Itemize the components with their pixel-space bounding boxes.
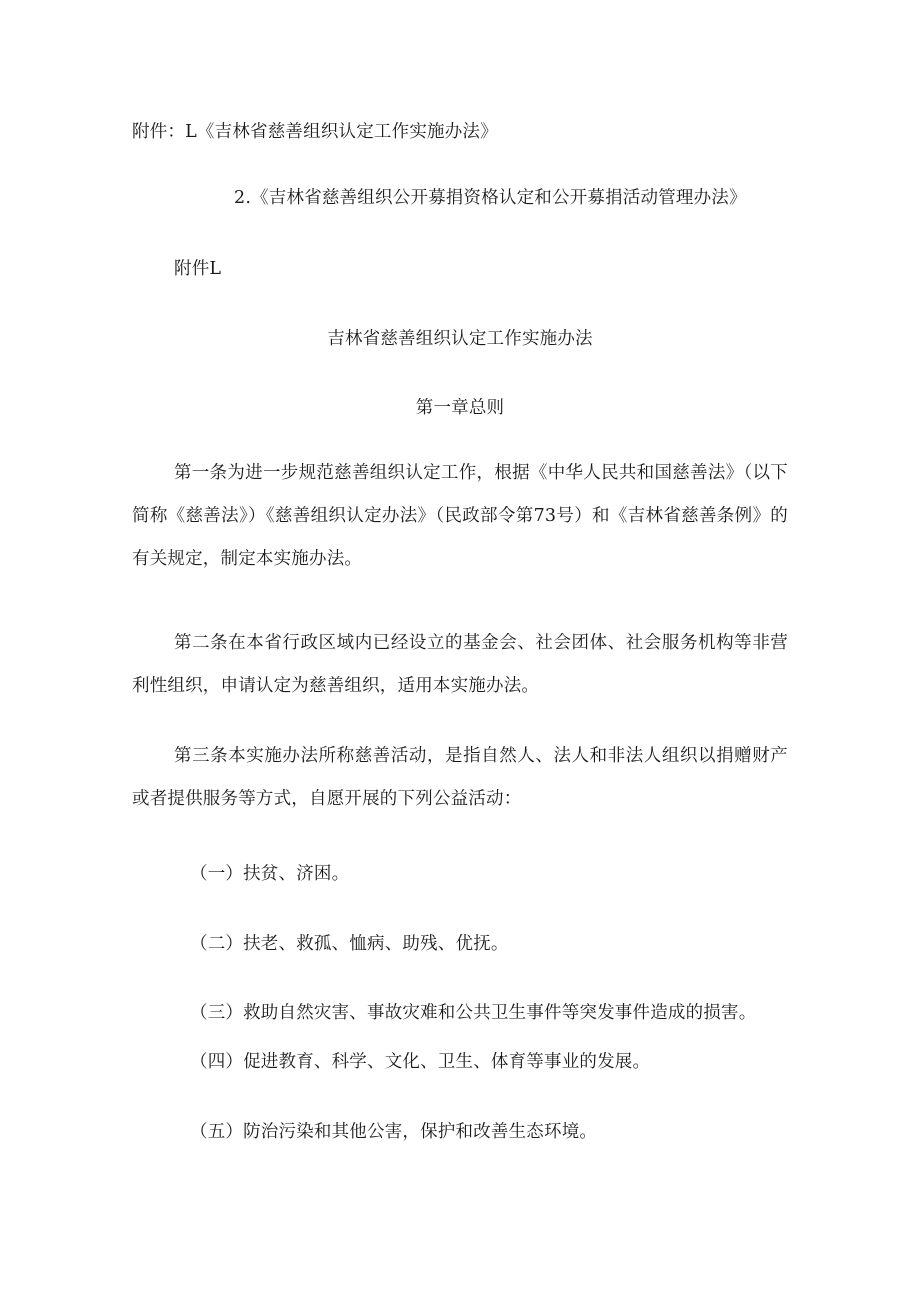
document-title: 吉林省慈善组织认定工作实施办法 (327, 329, 593, 349)
list-item-5: （五）防治污染和其他公害，保护和改善生态环境。 (190, 1122, 598, 1142)
attachment-line-1: 附件：L《吉林省慈善组织认定工作实施办法》 (132, 122, 498, 142)
article-1: 第一条为进一步规范慈善组织认定工作，根据《中华人民共和国慈善法》（以下简称《慈善法》）《慈善组织认定办法》（民政部令第73号）和《吉林省慈善条例》的有关规定，制定本实施办法。 (132, 463, 788, 569)
list-item-1: （一）扶贫、济困。 (190, 864, 350, 884)
list-item-3: （三）救助自然灾害、事故灾难和公共卫生事件等突发事件造成的损害。 (190, 1003, 757, 1023)
article-2: 第二条在本省行政区域内已经设立的基金会、社会团体、社会服务机构等非营利性组织，申请认定为慈善组织，适用本实施办法。 (132, 633, 788, 696)
attachment-line-2: 2.《吉林省慈善组织公开募捐资格认定和公开募捐活动管理办法》 (234, 188, 747, 208)
chapter-heading: 第一章总则 (415, 398, 505, 418)
list-item-2: （二）扶老、救孤、恤病、助残、优抚。 (190, 934, 509, 954)
list-item-4: （四）促进教育、科学、文化、卫生、体育等事业的发展。 (190, 1052, 651, 1072)
article-3: 第三条本实施办法所称慈善活动，是指自然人、法人和非法人组织以捐赠财产或者提供服务等方式，自愿开展的下列公益活动： (132, 746, 788, 809)
attachment-label: 附件L (174, 259, 222, 279)
